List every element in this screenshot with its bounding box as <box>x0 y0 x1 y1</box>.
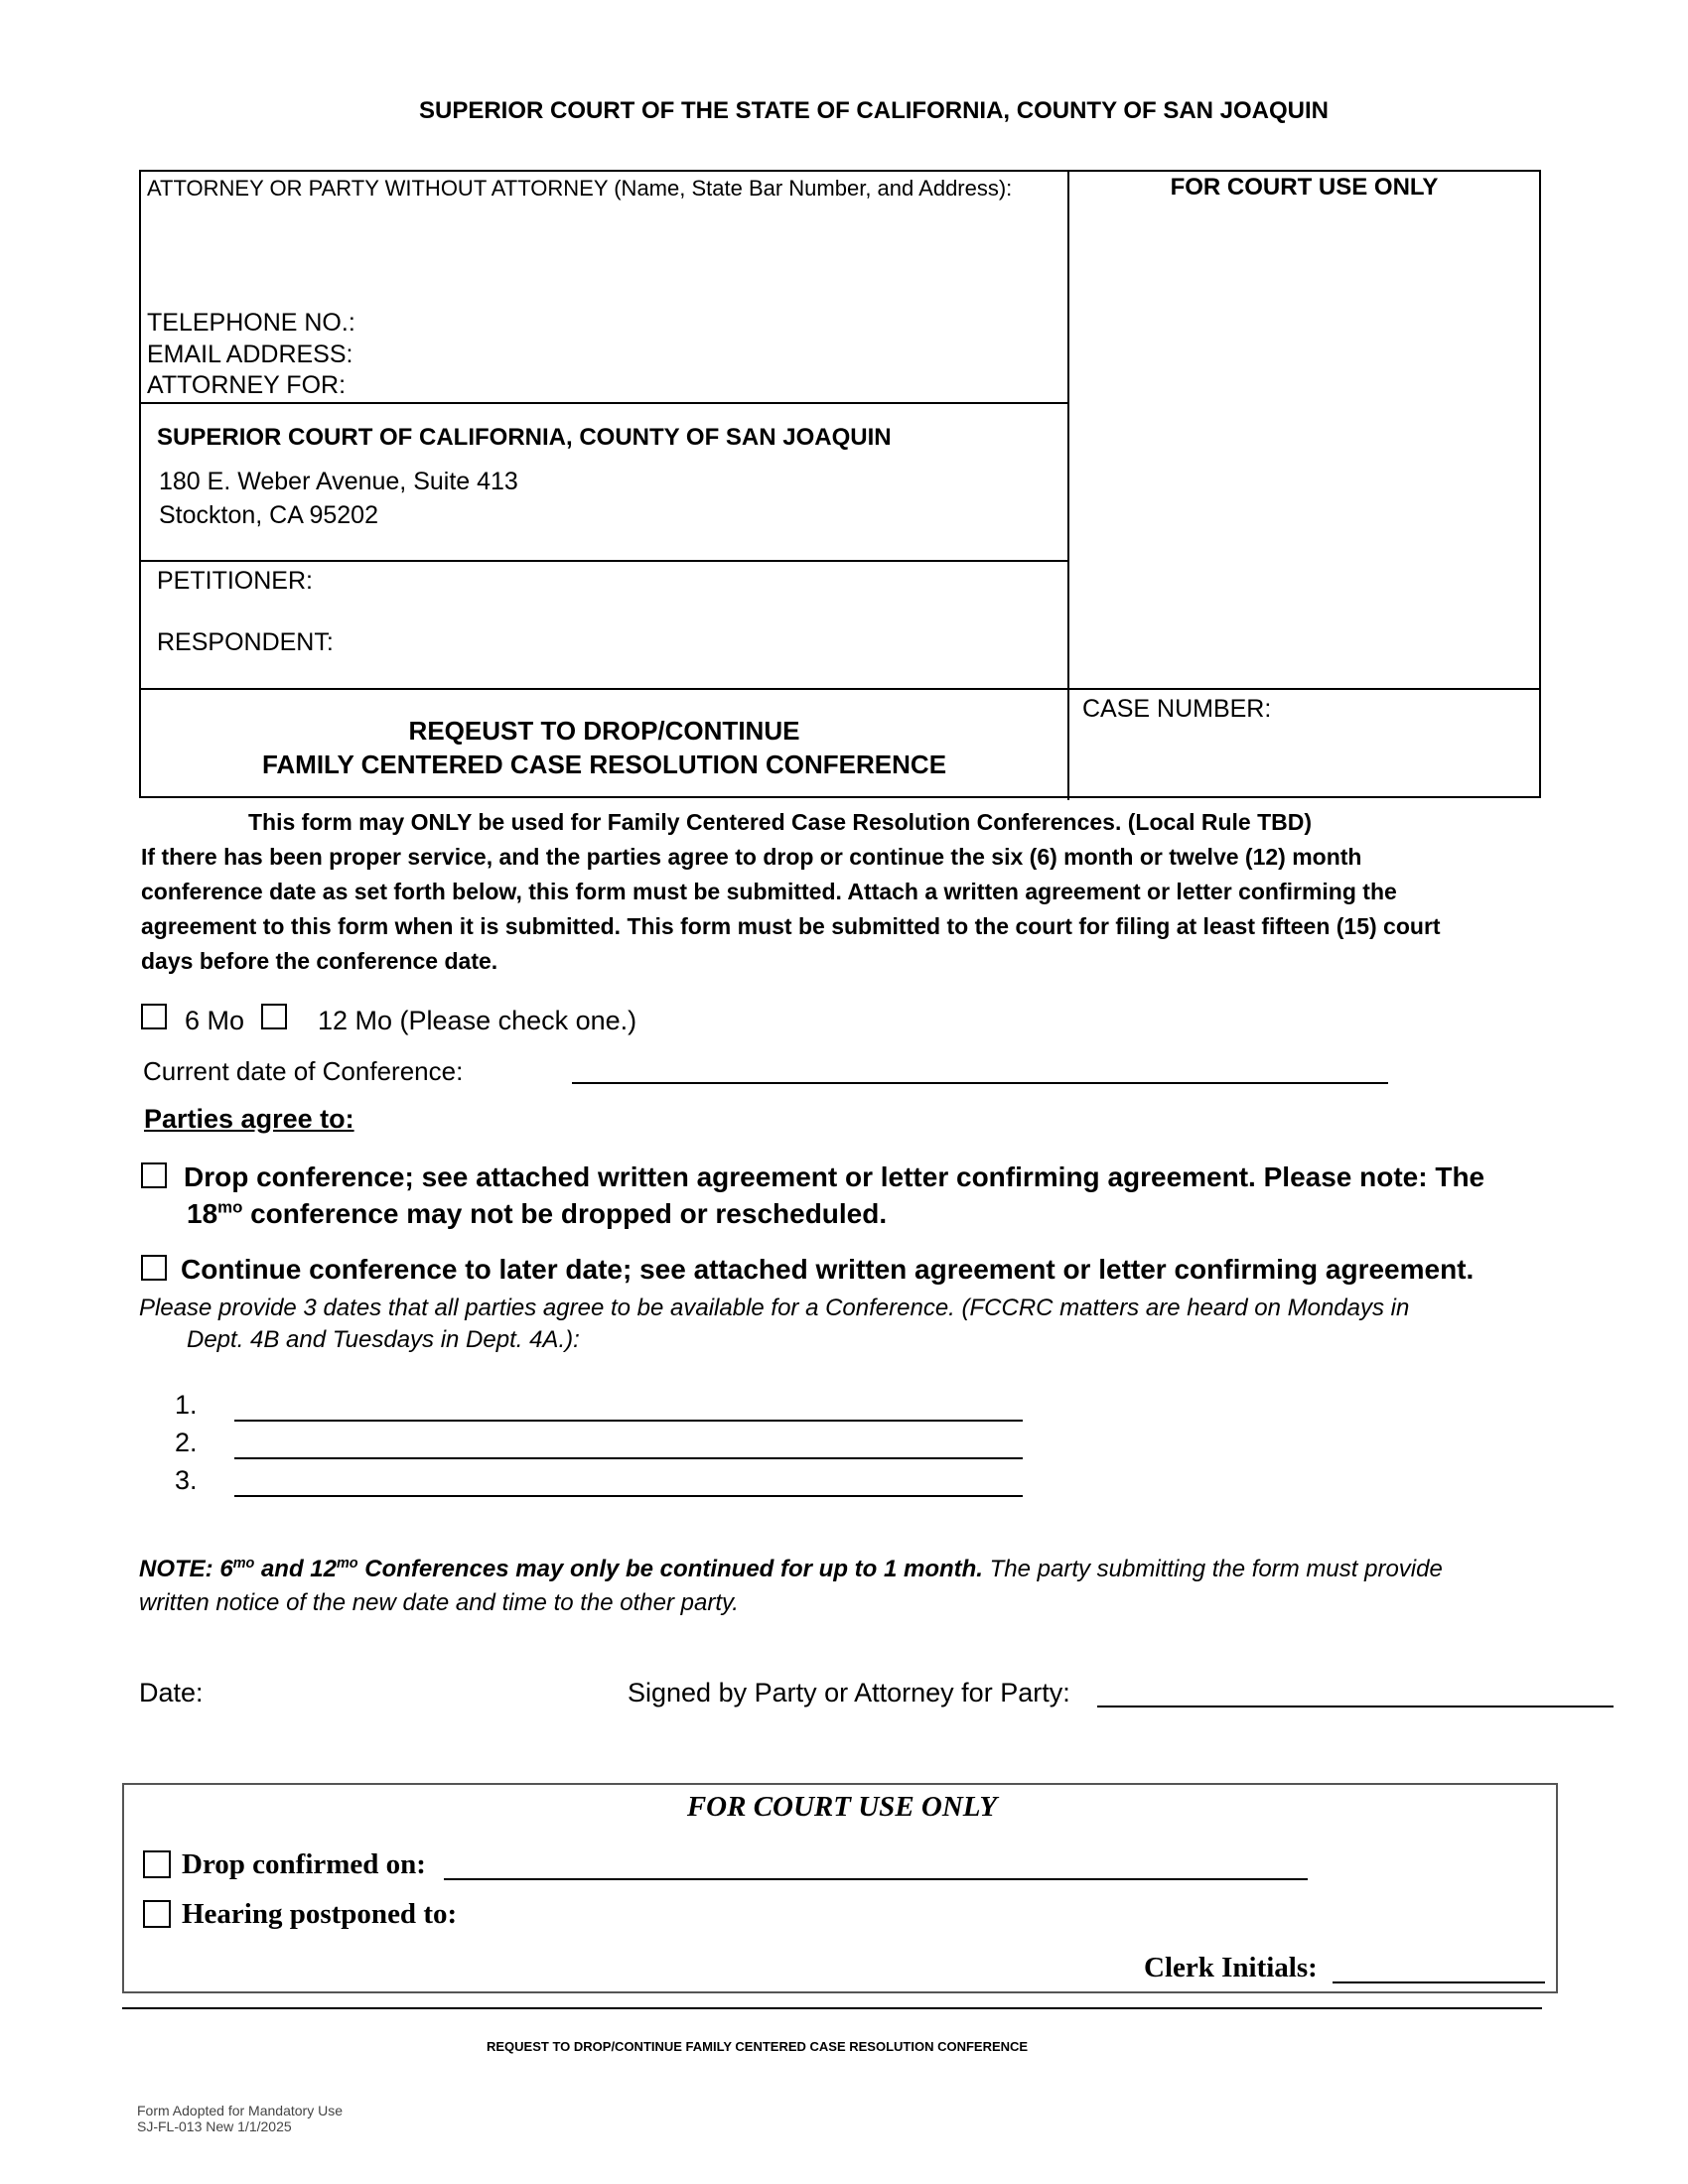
instructions-line5: days before the conference date. <box>141 948 498 974</box>
date-number-2: 2. <box>175 1428 198 1457</box>
note-bold-rest: Conferences may only be continued for up to 1 month. <box>357 1556 983 1582</box>
note-sup2: mo <box>336 1556 358 1571</box>
checkbox-hearing-postponed[interactable] <box>143 1900 171 1928</box>
checkbox-drop-confirmed[interactable] <box>143 1850 171 1878</box>
caption-divider-vertical <box>1067 172 1069 800</box>
note-sup1: mo <box>232 1556 255 1571</box>
checkbox-drop[interactable] <box>141 1162 167 1188</box>
court-city: Stockton, CA 95202 <box>159 501 378 529</box>
caption-divider-1 <box>141 402 1067 404</box>
drop-label-line1: Drop conference; see attached written agreement or letter confirming agreement. Please note: The <box>184 1161 1485 1192</box>
checkbox-6mo[interactable] <box>141 1004 167 1029</box>
drop-label-line2 <box>187 1198 887 1230</box>
clerk-initials-label: Clerk Initials: <box>1144 1952 1318 1983</box>
drop-18-number: 18 <box>187 1198 218 1229</box>
option-12mo-label: 12 Mo (Please check one.) <box>318 1006 637 1035</box>
court-street: 180 E. Weber Avenue, Suite 413 <box>159 468 518 495</box>
drop-confirmed-line[interactable] <box>444 1878 1308 1880</box>
attorney-label: ATTORNEY OR PARTY WITHOUT ATTORNEY (Name, State Bar Number, and Address): <box>147 176 1013 201</box>
date-number-1: 1. <box>175 1390 198 1420</box>
date-number-3: 3. <box>175 1465 198 1495</box>
footer-form-title: REQUEST TO DROP/CONTINUE FAMILY CENTERED CASE RESOLUTION CONFERENCE <box>487 2039 1029 2054</box>
signature-line[interactable] <box>1097 1706 1614 1707</box>
caption-box <box>139 170 1541 798</box>
form-title-line1: REQEUST TO DROP/CONTINUE <box>408 716 800 746</box>
drop-18-sup: mo <box>217 1197 243 1217</box>
attorney-for-label: ATTORNEY FOR: <box>147 371 347 399</box>
provide-dates-line2: Dept. 4B and Tuesdays in Dept. 4A.): <box>187 1326 580 1353</box>
date-line-2[interactable] <box>234 1457 1023 1459</box>
email-label: EMAIL ADDRESS: <box>147 341 353 368</box>
telephone-label: TELEPHONE NO.: <box>147 309 355 337</box>
continue-label: Continue conference to later date; see attached written agreement or letter confirming agreement. <box>181 1254 1475 1285</box>
parties-heading: Parties agree to: <box>144 1104 354 1134</box>
drop-line2-suffix: conference may not be dropped or rescheduled. <box>242 1198 888 1229</box>
petitioner-label: PETITIONER: <box>157 567 313 595</box>
checkbox-12mo[interactable] <box>261 1004 287 1029</box>
option-6mo-label: 6 Mo <box>185 1006 245 1035</box>
drop-confirmed-label: Drop confirmed on: <box>182 1848 426 1880</box>
court-use-box-title: FOR COURT USE ONLY <box>686 1791 998 1823</box>
respondent-label: RESPONDENT: <box>157 628 334 656</box>
instructions-line4: agreement to this form when it is submitted. This form must be submitted to the court for filing at least fifteen (15) court <box>141 913 1441 939</box>
provide-dates-line1: Please provide 3 dates that all parties agree to be available for a Conference. (FCCRC matters are heard on Mondays in <box>139 1295 1410 1321</box>
court-name: SUPERIOR COURT OF CALIFORNIA, COUNTY OF SAN JOAQUIN <box>157 424 892 451</box>
instructions-line3: conference date as set forth below, this form must be submitted. Attach a written agreement or letter confirming the <box>141 879 1397 904</box>
signed-label: Signed by Party or Attorney for Party: <box>628 1678 1070 1707</box>
date-line-1[interactable] <box>234 1420 1023 1422</box>
caption-divider-2 <box>141 560 1067 562</box>
note-middle: and 12 <box>254 1556 337 1582</box>
note-plain-rest: The party submitting the form must provide <box>982 1556 1443 1582</box>
current-date-line[interactable] <box>572 1082 1388 1084</box>
form-title-line2: FAMILY CENTERED CASE RESOLUTION CONFERENCE <box>261 750 947 779</box>
instructions-line1: This form may ONLY be used for Family Centered Case Resolution Conferences. (Local Rule TBD) <box>248 809 1313 835</box>
checkbox-continue[interactable] <box>141 1255 167 1281</box>
instructions-line2: If there has been proper service, and the parties agree to drop or continue the six (6) month or twelve (12) month <box>141 844 1362 870</box>
date-label: Date: <box>139 1678 204 1707</box>
court-title: SUPERIOR COURT OF THE STATE OF CALIFORNIA, COUNTY OF SAN JOAQUIN <box>418 97 1330 124</box>
current-date-label: Current date of Conference: <box>143 1056 464 1086</box>
note-line2: written notice of the new date and time to the other party. <box>139 1589 739 1616</box>
clerk-initials-line[interactable] <box>1333 1981 1545 1983</box>
court-use-box <box>122 1783 1558 1993</box>
caption-divider-3 <box>141 688 1541 690</box>
case-number-label: CASE NUMBER: <box>1082 695 1272 723</box>
footer-form-number: SJ-FL-013 New 1/1/2025 <box>137 2118 292 2134</box>
footer-rule <box>122 2007 1542 2009</box>
court-use-only-label: FOR COURT USE ONLY <box>1170 174 1439 201</box>
note-prefix: NOTE: 6 <box>139 1556 233 1582</box>
note-line1 <box>139 1556 1443 1583</box>
footer-adopted: Form Adopted for Mandatory Use <box>137 2103 343 2118</box>
date-line-3[interactable] <box>234 1495 1023 1497</box>
hearing-postponed-label: Hearing postponed to: <box>182 1898 458 1930</box>
